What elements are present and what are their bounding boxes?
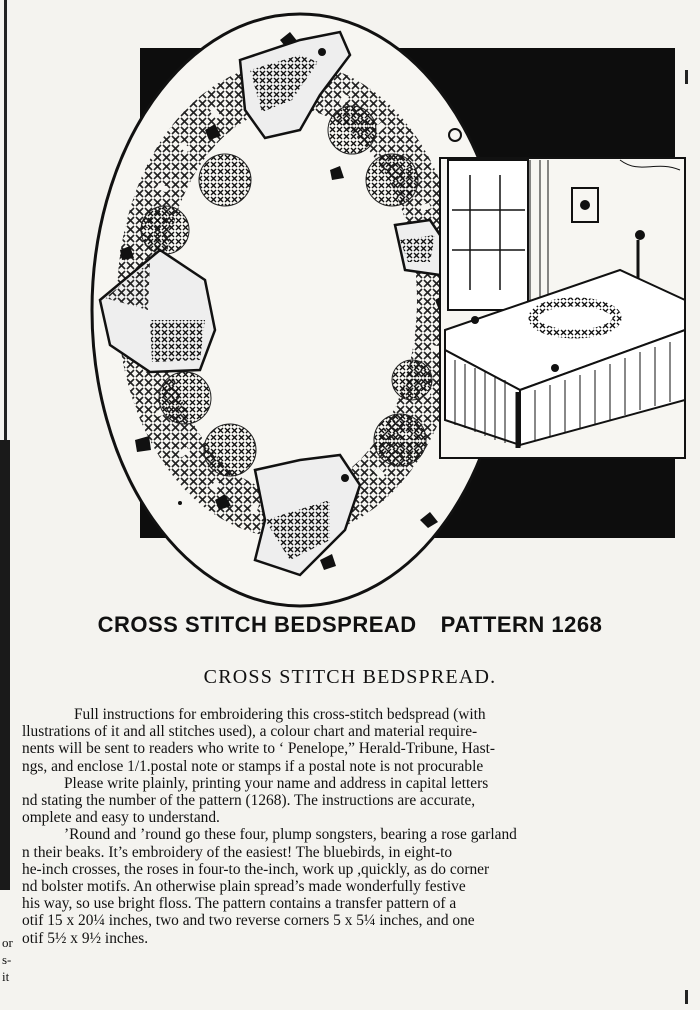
body-line: llustrations of it and all stitches used), a colour chart and material require- [22, 723, 478, 741]
rose-motif [366, 154, 418, 206]
article-body [22, 706, 694, 947]
body-line: n their beaks. It’s embroidery of the easiest! The bluebirds, in eight-to [22, 843, 453, 861]
edge-mark [685, 70, 688, 84]
caption-title: CROSS STITCH BEDSPREAD [97, 612, 417, 637]
body-line: omplete and easy to understand. [22, 809, 220, 827]
body-line: his way, so use bright floss. The pattern contains a transfer pattern of a [22, 895, 457, 913]
speck [178, 501, 182, 505]
rose-motif [199, 154, 251, 206]
rose-motif [141, 206, 189, 254]
bedroom-inset [440, 158, 685, 458]
margin-fragment: s- [2, 952, 12, 967]
margin-fragment: it [2, 969, 10, 984]
caption-pattern-number: PATTERN 1268 [440, 612, 603, 637]
body-line: Please write plainly, printing your name and address in capital letters [64, 774, 489, 792]
window [448, 160, 528, 310]
body-line: nd bolster motifs. An otherwise plain spread’s made wonderfully festive [22, 878, 466, 896]
rose-motif [392, 360, 432, 400]
rose-motif [374, 414, 426, 466]
body-line: ngs, and enclose 1/1.postal note or stamps if a postal note is not procurable [22, 757, 484, 775]
body-line: otif 5½ x 9½ inches. [22, 929, 149, 947]
edge-mark [685, 990, 688, 1004]
article-heading: CROSS STITCH BEDSPREAD. [203, 666, 497, 688]
body-line: ’Round and ’round go these four, plump songsters, bearing a rose garland [64, 826, 517, 844]
body-line: nents will be sent to readers who write to ‘ Penelope,” Herald-Tribune, Hast- [22, 740, 495, 758]
body-line: Full instructions for embroidering this cross-stitch bedspread (with [74, 706, 486, 723]
body-line: he-inch crosses, the roses in four-to the-inch, work up ,quickly, as do corner [22, 860, 490, 878]
figure-caption [0, 612, 700, 638]
body-line: otif 15 x 20¼ inches, two and two reverse corners 5 x 5¼ inches, and one [22, 912, 475, 930]
margin-fragment: or [2, 935, 13, 950]
body-line: nd stating the number of the pattern (1268). The instructions are accurate, [22, 792, 476, 810]
rose-motif [328, 106, 376, 154]
rose-motif [204, 424, 256, 476]
rose-motif [159, 372, 211, 424]
